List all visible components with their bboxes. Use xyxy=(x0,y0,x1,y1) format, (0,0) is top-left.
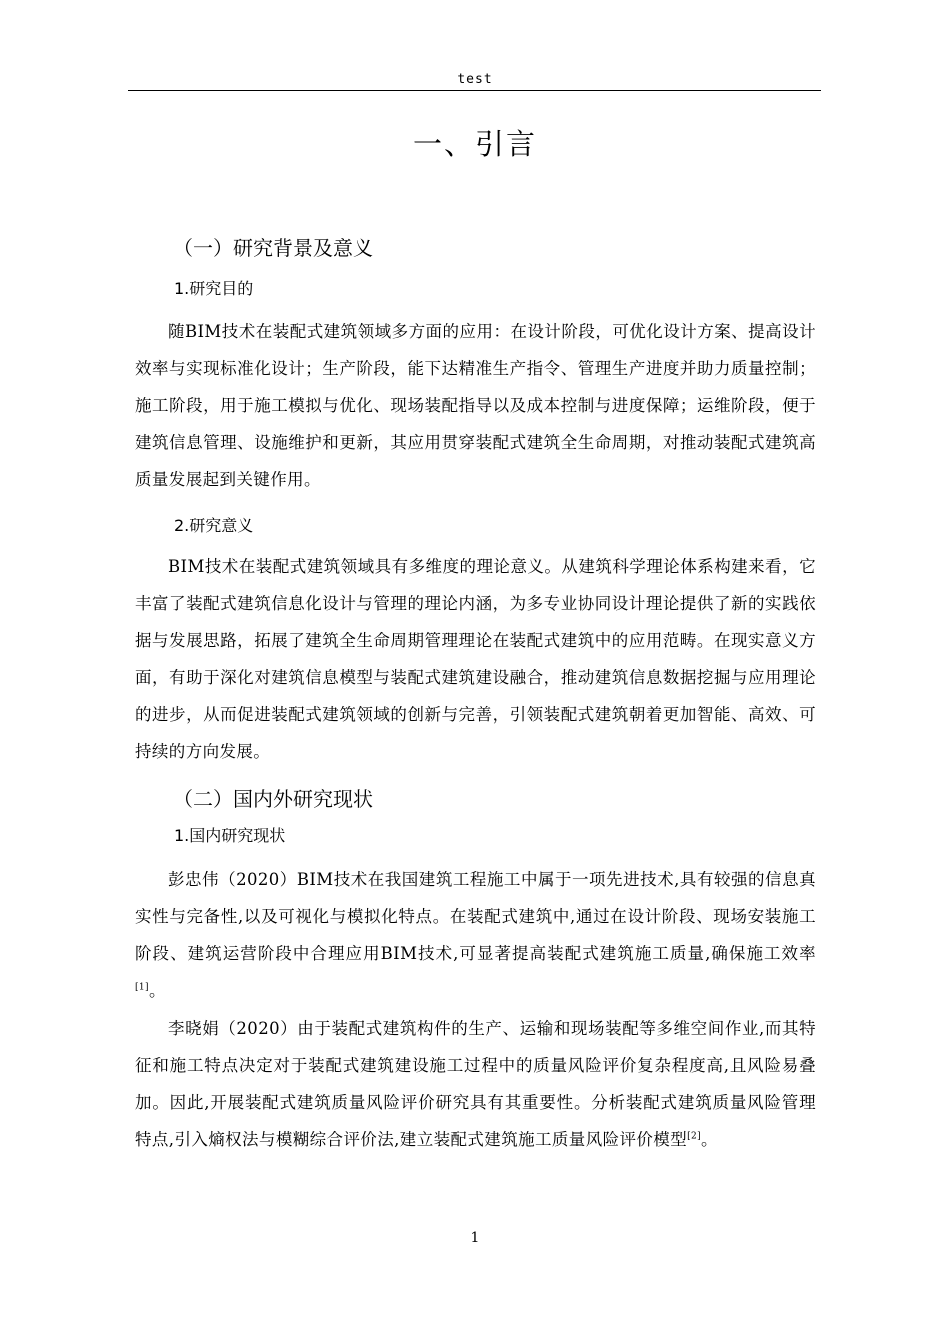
paragraph-domestic-2 xyxy=(135,1010,816,1158)
paragraph-research-purpose: 随BIM技术在装配式建筑领域多方面的应用：在设计阶段，可优化设计方案、提高设计效率与实现标准化设计；生产阶段，能下达精准生产指令、管理生产进度并助力质量控制；施工阶段，用于施工模拟与优化、现场装配指导以及成本控制与进度保障；运维阶段，便于建筑信息管理、设施维护和更新，其应用贯穿装配式建筑全生命周期，对推动装配式建筑高质量发展起到关键作用。 xyxy=(135,322,816,489)
subsection-heading-domestic: 1.国内研究现状 xyxy=(174,826,286,845)
citation-2: [2] xyxy=(687,1131,702,1142)
paragraph-domestic-1-text: 彭忠伟（2020）BIM技术在我国建筑工程施工中属于一项先进技术,具有较强的信息真实性与完备性,以及可视化与模拟化特点。在装配式建筑中,通过在设计阶段、现场安装施工阶段、建筑运营阶段中合理应用BIM技术,可显著提高装配式建筑施工质量,确保施工效率 xyxy=(135,870,816,963)
chapter-title: 一、引言 xyxy=(412,127,537,161)
paragraph-domestic-2-text: 李晓娟（2020）由于装配式建筑构件的生产、运输和现场装配等多维空间作业,而其特征和施工特点决定对于装配式建筑建设施工过程中的质量风险评价复杂程度高,且风险易叠加。因此,开展装配式建筑质量风险评价研究具有其重要性。分析装配式建筑质量风险管理特点,引入熵权法与模糊综合评价法,建立装配式建筑施工质量风险评价模型 xyxy=(135,1019,816,1149)
paragraph-domestic-2-end: 。 xyxy=(701,1130,718,1149)
paragraph-domestic-1 xyxy=(135,861,816,1009)
page-number: 1 xyxy=(470,1230,480,1246)
paragraph-research-significance: BIM技术在装配式建筑领域具有多维度的理论意义。从建筑科学理论体系构建来看，它丰富了装配式建筑信息化设计与管理的理论内涵，为多专业协同设计理论提供了新的实践依据与发展思路，拓展了建筑全生命周期管理理论在装配式建筑中的应用范畴。在现实意义方面，有助于深化对建筑信息模型与装配式建筑建设融合，推动建筑信息数据挖掘与应用理论的进步，从而促进装配式建筑领域的创新与完善，引领装配式建筑朝着更加智能、高效、可持续的方向发展。 xyxy=(135,557,816,761)
section-heading-background: （一）研究背景及意义 xyxy=(173,236,373,260)
section-heading-status: （二）国内外研究现状 xyxy=(173,787,373,811)
paragraph-domestic-1-end: 。 xyxy=(148,981,166,1000)
subsection-heading-purpose: 1.研究目的 xyxy=(174,279,254,298)
citation-1: [1] xyxy=(135,982,149,993)
page-header: test xyxy=(457,72,493,87)
subsection-heading-significance: 2.研究意义 xyxy=(174,516,254,535)
header-divider xyxy=(128,90,821,91)
